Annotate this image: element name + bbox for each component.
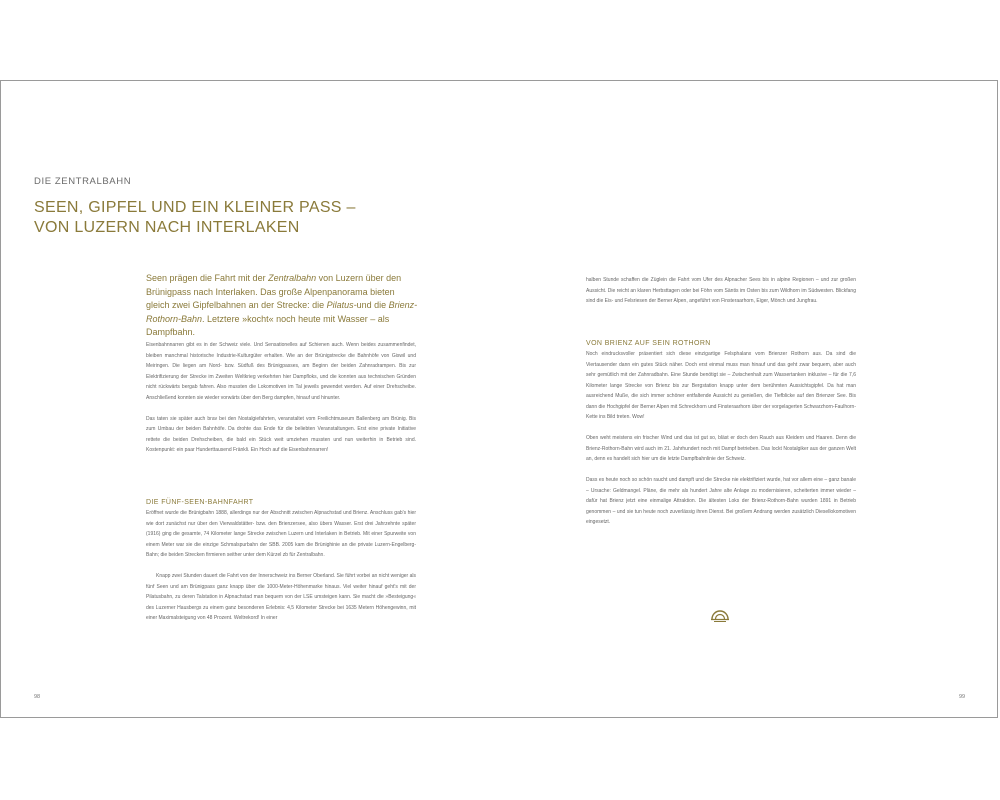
body-paragraph: Eröffnet wurde die Brünigbahn 1888, allerdings nur der Abschnitt zwischen Alpnachstad und Brienz. Anschluss gab's hier wie dort zunächst nur über den Vierwaldstätter- bzw. den Brienzersee, also übers Wasser. Erst drei Jahrzehnte später (1916) ging die gesamte, 74 Kilometer lange Strecke zwischen Luzern und Interlaken in Betrieb. Mit einer Spurweite von einem Meter war sie die einzige Schmalspurbahn der SBB. 2005 kam die Brünighinie an die private Luzern-Engelberg-Bahn; die beiden Strecken firmieren seither unter dem Kürzel zb für Zentralbahn. (146, 510, 416, 558)
lead-text: . Letztere »kocht« noch heute mit Wasser – als Dampfbahn. (146, 313, 390, 337)
title-line-1: SEEN, GIPFEL UND EIN KLEINER PASS – (34, 199, 356, 216)
page-number-left: 98 (34, 694, 41, 700)
lead-text: und die (356, 300, 389, 310)
page-number-right: 99 (959, 694, 966, 700)
lead-text: von Luzern über den Brünigpass nach Interlaken. Das große Alpenpanorama bieten gleich zwei Gipfelbahnen an der Strecke: die (146, 273, 402, 310)
lead-emphasis: Pilatus- (326, 300, 357, 310)
lead-paragraph (146, 272, 418, 340)
lead-emphasis: Brienz-Rothorn-Bahn (146, 300, 418, 324)
page-title (34, 198, 356, 238)
right-subheading-block (586, 339, 856, 538)
body-paragraph: Eisenbahnnarren gibt es in der Schweiz viele. Und Sensationelles auf Schienen auch. Wenn beides zusammenfindet, bleiben manchmal historische Industrie-Kulturgüter erhalten. Wie an der Brünigstrecke die Bahnhöfe von Giswil und Meiringen. Die liegen am Nord- bzw. Südfuß des Brünigpasses, am Beginn der beiden Zahnradrampen. Bis zur Elektrifizierung der Strecke im Zweiten Weltkrieg verkehrten hier Dampfloks, und die konnten aus technischen Gründen nicht rückwärts bergab fahren. Also mussten die Lokomotiven im Tal jeweils gewendet werden. Auf einer Drehscheibe. Anschließend konnten sie wieder vorwärts über den Berg dampfen, hinauf und hinunter. (146, 342, 416, 401)
left-column (146, 340, 416, 466)
body-paragraph: Oben weht meistens ein frischer Wind und das ist gut so, bläst er doch den Rauch aus Kleidern und Haaren. Denn die Brienz-Rothorn-Bahn wird auch im 21. Jahrhundert noch mit Dampf betrieben. Das lockt Nostalgiker aus der ganzen Welt an, denn es handelt sich hier um die letzte Dampfbahnlinie der Schweiz. (586, 435, 856, 462)
body-paragraph: halben Stunde schaffen die Züglein die Fahrt vom Ufer des Alpnacher Sees bis in alpine Regionen – und zur großen Aussicht. Die reicht an klaren Herbsttagen oder bei Föhn vom Säntis im Osten bis zum Wildhorn im Südwesten. Blickfang sind die Eis- und Felsriesen der Berner Alpen, angeführt von Finsteraarhorn, Eiger, Mönch und Jungfrau. (586, 277, 856, 304)
lead-text: Seen prägen die Fahrt mit der (146, 273, 269, 283)
body-paragraph: Noch eindrucksvoller präsentiert sich diese einzigartige Felsphalanx vom Brienzer Rothorn aus. Da sind die Viertausender dann ein gutes Stück näher. Doch erst einmal muss man hinauf und das geht zwar bequem, aber auch sehr gemütlich mit der Zahnradbahn. Eine Stunde benötigt sie – Zwischenhalt zum Wassertanken inklusive – für die 7,6 Kilometer lange Strecke von Brienz bis zur Bergstation knapp unter dem berühmten Aussichtsgipfel. Da hat man ausreichend Muße, die sich immer schöner entfaltende Aussicht zu genießen, die Tiefblicke auf den Brienzer See. Bis dann die Hochgipfel der Berner Alpen mit Schreckhorn und Finsteraarhorn über der vorgelagerten Schwarzhorn-Faulhorn-Kette ins Bild treten. Wow! (586, 351, 856, 420)
left-subheading-block (146, 498, 416, 634)
title-line-2: VON LUZERN NACH INTERLAKEN (34, 219, 300, 236)
right-column (586, 275, 856, 317)
subheading-brienz-rothorn: VON BRIENZ AUF SEIN ROTHORN (586, 340, 711, 347)
body-paragraph: Dass es heute noch so schön raucht und dampft und die Strecke nie elektrifiziert wurde, hat vor allem eine – ganz banale – Ursache: Geldmangel. Pläne, die mehr als hundert Jahre alte Anlage zu modernisieren, scheiterten immer wieder – dafür hat Brienz jetzt eine einmalige Attraktion. Die ältesten Loks der Brienz-Rothorn-Bahn wurden 1891 in Betrieb genommen – und sie tun heute noch zuverlässig ihren Dienst. Bei großem Andrang werden zusätzlich Diesellokomotiven eingesetzt. (586, 477, 856, 525)
section-label: DIE ZENTRALBAHN (34, 176, 132, 187)
body-paragraph: Knapp zwei Stunden dauert die Fahrt von der Innerschweiz ins Berner Oberland. Sie führt vorbei an nicht weniger als fünf Seen und am Brünigpass ganz knapp über die 1000-Meter-Höhenmarke hinaus. Viel weiter hinauf geht's mit der Pilatusbahn, zu deren Talstation in Alpnachstad man bequem von der LSE umsteigen kann. Sie macht die »Besteigung« des Luzerner Hausbergs zu einem ganz besonderen Erlebnis: 4,5 Kilometer Strecke bei 1635 Metern Höhengewinn, mit einer Maximalsteigung von 48 Prozent. Weltrekord! In einer (146, 573, 416, 621)
lead-emphasis: Zentralbahn (268, 273, 317, 283)
train-arch-icon (708, 600, 732, 624)
subheading-fuenf-seen: DIE FÜNF-SEEN-BAHNFAHRT (146, 499, 254, 506)
body-paragraph: Das taten sie später auch brav bei den Nostalgiefahrten, veranstaltet vom Freilichtmuseum Ballenberg am Brünig. Bis zum Umbau der beiden Bahnhöfe. Da drohte das Ende für die beliebten Veranstaltungen. Erst eine private Initiative rettete die beiden Drehscheiben, die bald ein Stück weit umziehen mussten und nun weiterhin in Betrieb sind. Kostenpunkt: ein paar Hunderttausend Fränkli. Ein Hoch auf die Eisenbahnnarren! (146, 415, 416, 453)
